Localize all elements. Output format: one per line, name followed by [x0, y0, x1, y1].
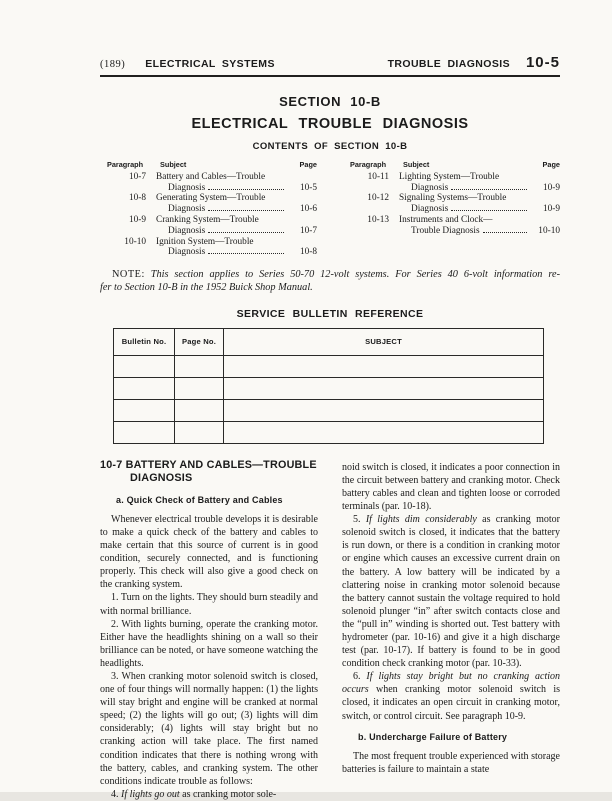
table-row [114, 421, 544, 443]
paragraph: Whenever electrical trouble develops it is desirable to make a quick check of the battery and cables to make certain that this source of current is in good condition, securely connected, and is functioning properly. This check will also give a good check on the cranking system. [100, 513, 318, 591]
toc-page: 10-7 [299, 225, 317, 236]
note-label: NOTE: [112, 269, 145, 281]
italic-phrase: If lights dim considerably [365, 514, 477, 526]
toc-page: 10-6 [299, 204, 317, 215]
col-header-bulletin-no: Bulletin No. [114, 328, 175, 355]
page-title: ELECTRICAL TROUBLE DIAGNOSIS [191, 116, 469, 132]
chapter-title: ELECTRICAL SYSTEMS [145, 58, 275, 70]
note-line2: fer to Section 10-B in the 1952 Buick Shop Manual. [100, 281, 313, 293]
toc-paragraph-number: 10-10 [124, 236, 146, 247]
italic-phrase: If lights go out [121, 788, 180, 800]
page-number: 10-5 [525, 54, 560, 71]
table-row [114, 355, 544, 377]
article-heading-line2: DIAGNOSIS [130, 472, 193, 485]
body-right-column [342, 459, 560, 801]
col-header-subject: SUBJECT [224, 328, 544, 355]
service-bulletin-heading: SERVICE BULLETIN REFERENCE [236, 307, 424, 320]
table-row [114, 399, 544, 421]
toc-paragraph-number: 10-8 [128, 193, 146, 204]
contents-right-column [343, 160, 560, 258]
italic-phrase: If lights stay bright but no cranking action occurs [342, 671, 561, 696]
toc-subject-cont: Diagnosis [168, 247, 206, 258]
table-header-row [114, 328, 544, 355]
col-header-page: Page [299, 160, 317, 169]
running-head [100, 54, 560, 71]
contents-left-column [100, 160, 317, 258]
toc-entry [343, 215, 560, 237]
contents-column-headers [100, 160, 317, 171]
toc-subject: Generating System—Trouble [156, 193, 266, 204]
paragraph: 4. If lights go out as cranking motor sole- [111, 788, 277, 800]
section-kicker: SECTION 10-B [279, 94, 381, 109]
toc-entry [100, 215, 317, 237]
paragraph: noid switch is closed, it indicates a poor connection in the circuit between battery and cranking motor. Check battery cables and clean and tighten loose or corroded terminals (par. 10-18). [342, 461, 560, 513]
body-left-column [100, 459, 318, 801]
dot-leader [208, 189, 284, 190]
dot-leader [451, 189, 527, 190]
toc-subject-cont: Diagnosis [411, 182, 449, 193]
toc-paragraph-number: 10-12 [367, 193, 389, 204]
toc-page: 10-10 [538, 225, 560, 236]
note-line1: This section applies to Series 50-70 12-volt systems. For Series 40 6-volt information re- [144, 269, 560, 281]
toc-entry [343, 193, 560, 215]
toc-page: 10-9 [542, 204, 560, 215]
toc-subject: Lighting System—Trouble [399, 171, 500, 182]
running-head-right [388, 54, 560, 71]
table-row [114, 377, 544, 399]
paragraph: 3. When cranking motor solenoid switch is closed, one of four things will normally happen: (1) the lights will stay bright and engine will be cranked at normal speed; (2) the lights will go out; (3) lights will dim considerably; (4) lights will stay bright but no cranking action will take place. The first named condition indicates that there is nothing wrong with the battery, cables, and cranking system. The other conditions indicate trouble as follows: [100, 670, 318, 787]
contents-heading: CONTENTS OF SECTION 10-B [252, 141, 408, 152]
article-heading [100, 459, 318, 486]
col-header-paragraph: Paragraph [106, 160, 144, 169]
toc-entry [343, 172, 560, 194]
toc-subject: Instruments and Clock— [399, 214, 493, 225]
header-rule [100, 75, 560, 77]
col-header-subject: Subject [403, 160, 430, 169]
toc-subject: Battery and Cables—Trouble [156, 171, 266, 182]
toc-subject-cont: Diagnosis [168, 182, 206, 193]
toc-subject: Signaling Systems—Trouble [399, 193, 507, 204]
toc-page: 10-8 [299, 247, 317, 258]
col-header-page: Page [542, 160, 560, 169]
toc-entry [100, 237, 317, 259]
section-name: TROUBLE DIAGNOSIS [387, 58, 510, 70]
paragraph: 6. If lights stay bright but no cranking action occurs when cranking motor solenoid switch is closed, it indicates an open circuit in cranking motor, switch, or control circuit. See paragraph 10-9. [342, 671, 561, 722]
paragraph: 1. Turn on the lights. They should burn steadily and with normal brilliance. [100, 592, 318, 617]
toc-paragraph-number: 10-13 [367, 214, 389, 225]
toc-paragraph-number: 10-7 [128, 171, 146, 182]
contents-table [100, 160, 560, 258]
page-ref: (189) [100, 59, 126, 70]
note-paragraph [100, 269, 560, 295]
col-header-paragraph: Paragraph [349, 160, 387, 169]
toc-entry [100, 172, 317, 194]
col-header-page-no: Page No. [175, 328, 224, 355]
paragraph: The most frequent trouble experienced with storage batteries is failure to maintain a state [342, 750, 560, 775]
dot-leader [208, 253, 284, 254]
toc-subject-cont: Trouble Diagnosis [411, 225, 480, 236]
paragraph: 5. If lights dim considerably as cranking motor solenoid switch is closed, it indicates that the battery is run down, or there is a condition in cranking motor or engine which causes an excessive current drain on the battery. A low battery will be indicated by a clattering noise in cranking motor solenoid because the battery cannot sustain the voltage required to hold solenoid plunger “in” after switch contacts close and the “pull in” winding is shorted out. Test battery with hydrometer (par. 10-16) and give it a high discharge test (par. 10-17). If battery is found to be in good condition check cranking motor (par. 10-33). [342, 514, 560, 670]
contents-column-headers [343, 160, 560, 171]
dot-leader [208, 210, 284, 211]
toc-paragraph-number: 10-9 [128, 214, 146, 225]
toc-subject: Ignition System—Trouble [156, 236, 254, 247]
toc-subject: Cranking System—Trouble [156, 214, 259, 225]
paragraph: 2. With lights burning, operate the cranking motor. Either have the headlights shining on a wall so their brilliance can be noted, or have someone watching the headlights. [100, 618, 318, 669]
dot-leader [483, 232, 527, 233]
toc-entry [100, 193, 317, 215]
toc-subject-cont: Diagnosis [168, 204, 206, 215]
toc-page: 10-9 [542, 182, 560, 193]
col-header-subject: Subject [160, 160, 187, 169]
running-head-left [100, 58, 275, 70]
dot-leader [451, 210, 527, 211]
subheading-b: b. Undercharge Failure of Battery [358, 731, 508, 742]
article-heading-line1: 10-7 BATTERY AND CABLES—TROUBLE [100, 458, 317, 471]
toc-page: 10-5 [299, 182, 317, 193]
dot-leader [208, 232, 284, 233]
toc-subject-cont: Diagnosis [168, 225, 206, 236]
article-body [100, 459, 560, 801]
subheading-a: a. Quick Check of Battery and Cables [116, 494, 283, 505]
toc-paragraph-number: 10-11 [367, 171, 389, 182]
toc-subject-cont: Diagnosis [411, 204, 449, 215]
service-bulletin-table [113, 328, 544, 444]
